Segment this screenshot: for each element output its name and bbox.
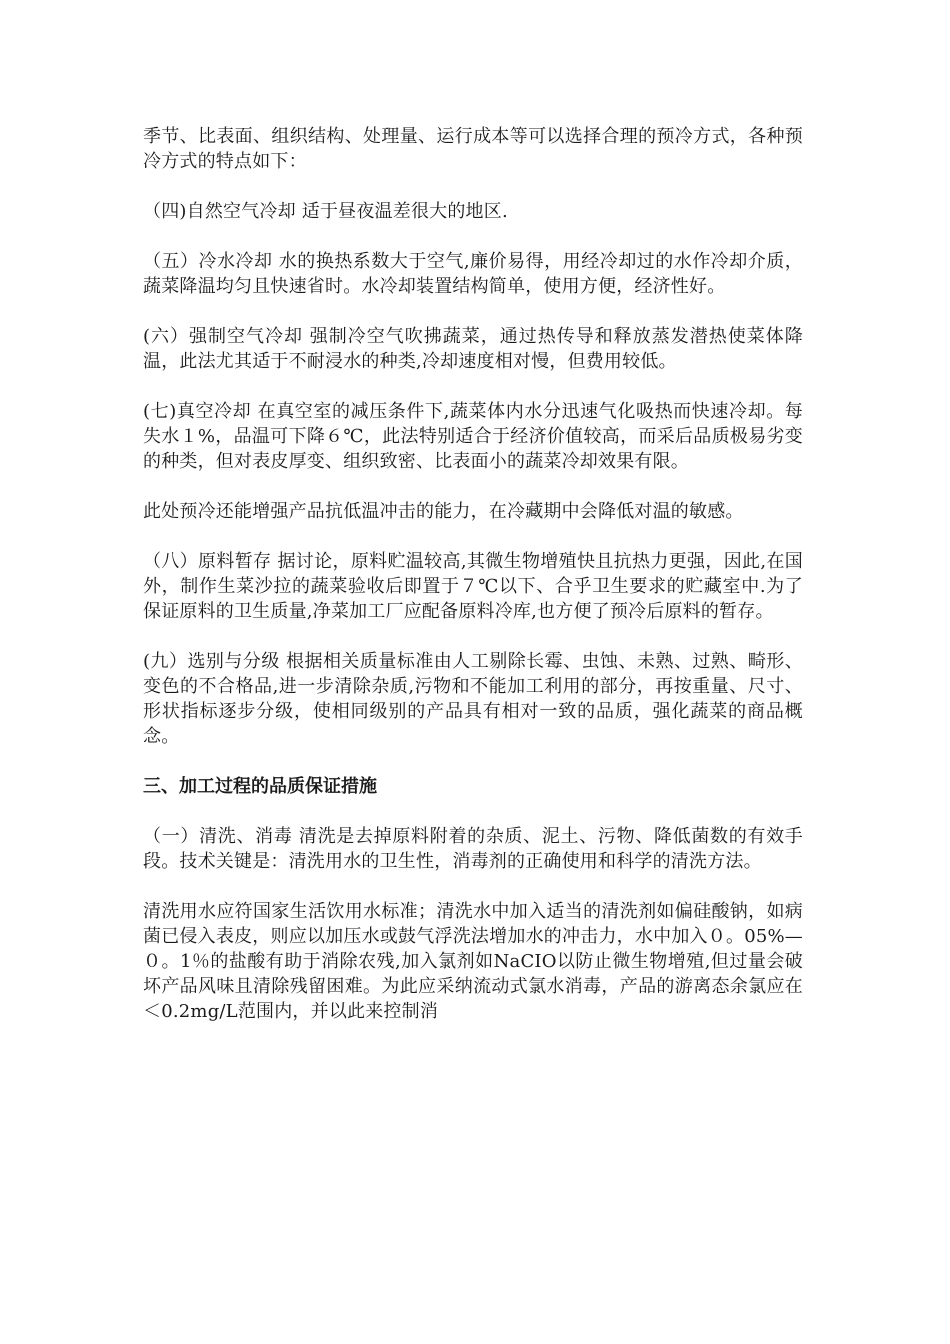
section-heading-quality-assurance: 三、加工过程的品质保证措施	[143, 776, 377, 797]
paragraph-raw-material-storage: （八）原料暂存 据讨论，原料贮温较高,其微生物增殖快且抗热力更强，因此,在国外，制作生菜沙拉的蔬菜验收后即置于７℃以下、合乎卫生要求的贮藏室中.为了保证原料的卫生质量,净菜加工厂应配备原料冷库,也方便了预冷后原料的暂存。	[143, 551, 803, 622]
paragraph-precooling-benefit: 此处预冷还能增强产品抗低温冲击的能力，在冷藏期中会降低对温的敏感。	[143, 501, 744, 522]
document-body	[143, 124, 803, 1024]
paragraph-precooling-intro: 季节、比表面、组织结构、处理量、运行成本等可以选择合理的预冷方式，各种预冷方式的特点如下：	[143, 126, 803, 172]
paragraph-cold-water-cooling: （五）冷水冷却 水的换热系数大于空气,廉价易得，用经冷却过的水作冷却介质，蔬菜降温均匀且快速省时。水冷却装置结构简单，使用方便，经济性好。	[143, 251, 803, 297]
paragraph-natural-air-cooling: （四)自然空气冷却 适于昼夜温差很大的地区.	[143, 201, 508, 222]
paragraph-sorting-grading: (九）选别与分级 根据相关质量标准由人工剔除长霉、虫蚀、未熟、过熟、畸形、变色的不合格品,进一步清除杂质,污物和不能加工利用的部分，再按重量、尺寸、形状指标逐步分级，使相同级别的产品具有相对一致的品质，强化蔬菜的商品概念。	[143, 651, 803, 747]
paragraph-forced-air-cooling: (六）强制空气冷却 强制冷空气吹拂蔬菜，通过热传导和释放蒸发潜热使菜体降温，此法尤其适于不耐浸水的种类,冷却速度相对慢，但费用较低。	[143, 326, 803, 372]
paragraph-vacuum-cooling: (七)真空冷却 在真空室的减压条件下,蔬菜体内水分迅速气化吸热而快速冷却。每失水１%，品温可下降６℃，此法特别适合于经济价值较高，而采后品质极易劣变的种类，但对表皮厚变、组织致密、比表面小的蔬菜冷却效果有限。	[143, 401, 803, 472]
paragraph-cleaning-water-standard: 清洗用水应符国家生活饮用水标准；清洗水中加入适当的清洗剂如偏硅酸钠，如病菌已侵入表皮，则应以加压水或鼓气浮洗法增加水的冲击力，水中加入０。05%—０。1％的盐酸有助于消除农残,加入氯剂如NaCIO以防止微生物增殖,但过量会破坏产品风味且清除残留困难。为此应采纳流动式氯水消毒，产品的游离态余氯应在＜0.2mg/L范围内，并以此来控制消	[143, 901, 803, 1022]
paragraph-cleaning-disinfection: （一）清洗、消毒 清洗是去掉原料附着的杂质、泥土、污物、降低菌数的有效手段。技术关键是：清洗用水的卫生性，消毒剂的正确使用和科学的清洗方法。	[143, 826, 803, 872]
